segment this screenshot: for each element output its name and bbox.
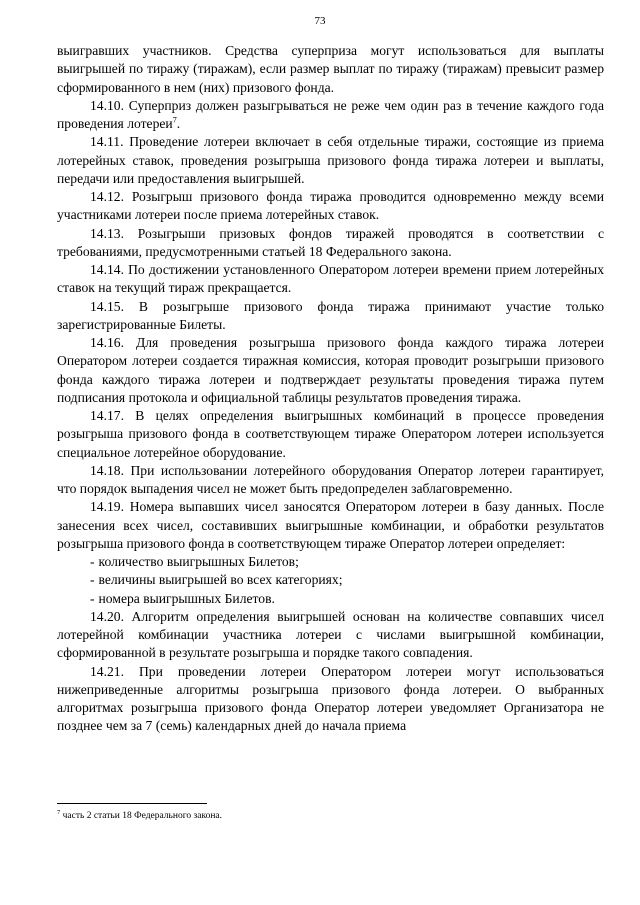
- paragraph-14-17: 14.17. В целях определения выигрышных комбинаций в процессе проведения розыгрыша призового фонда в соответствующем тираже Оператором лотереи используется специальное лотерейное оборудование.: [57, 408, 604, 460]
- list-item: [57, 590, 604, 608]
- paragraph: выигравших участников. Средства суперприза могут использоваться для выплаты выигрышей по тиражу (тиражам), если размер выплат по тиражу (тиражам) превысит размер сформированного в нем (них) призового фонда.: [57, 43, 604, 95]
- paragraph-14-12: 14.12. Розыгрыш призового фонда тиража проводится одновременно между всеми участниками лотереи после приема лотерейных ставок.: [57, 189, 604, 223]
- paragraph-14-14: 14.14. По достижении установленного Оператором лотереи времени прием лотерейных ставок на текущий тираж прекращается.: [57, 262, 604, 296]
- paragraph-14-10: [57, 97, 604, 134]
- paragraph-14-15: 14.15. В розыгрыше призового фонда тиража принимают участие только зарегистрированные Билеты.: [57, 298, 604, 332]
- paragraph-text: 14.10. Суперприз должен разыгрываться не реже чем один раз в течение каждого года проведения лотереи: [57, 97, 604, 131]
- footnote: [57, 810, 222, 822]
- paragraph-14-19: 14.19. Номера выпавших чисел заносятся Оператором лотереи в базу данных. После занесения всех чисел, составивших выигрышные комбинации, и обработки результатов розыгрыша призового фонда в соответствующем тираже Оператор лотереи определяет:: [57, 499, 604, 551]
- footnote-number: 7: [57, 808, 61, 816]
- list-item-text: номера выигрышных Билетов.: [98, 590, 275, 606]
- page-number: 73: [314, 15, 326, 27]
- paragraph-14-18: 14.18. При использовании лотерейного оборудования Оператор лотереи гарантирует, что порядок выпадения чисел не может быть предопределен заблаговременно.: [57, 462, 604, 496]
- paragraph-14-20: 14.20. Алгоритм определения выигрышей основан на количестве совпавших чисел лотерейной комбинации участника лотереи с числами выигрышной комбинации, сформированной в результате розыгрыша и порядке такого совпадения.: [57, 608, 604, 661]
- document-body: [57, 42, 604, 736]
- footnote-reference: 7: [172, 115, 177, 125]
- list-item-text: количество выигрышных Билетов;: [98, 554, 299, 569]
- paragraph-14-21: 14.21. При проведении лотереи Оператором лотереи могут использоваться нижеприведенные алгоритмы розыгрыша призового фонда лотереи. О выбранных алгоритмах розыгрыша призового фонда Оператор лотереи уведомляет Организатора не позднее чем за 7 (семь) календарных дней до начала приема: [57, 663, 604, 734]
- paragraph-tail: .: [176, 116, 181, 131]
- list-dash: -: [90, 554, 95, 569]
- paragraph-14-13: 14.13. Розыгрыши призовых фондов тиражей проводятся в соответствии с требованиями, предусмотренными статьей 18 Федерального закона.: [57, 225, 604, 259]
- list-item-text: величины выигрышей во всех категориях;: [98, 572, 343, 588]
- list-dash: -: [90, 590, 95, 606]
- footnote-divider: [57, 803, 207, 804]
- list-item: [57, 571, 604, 589]
- list-dash: -: [90, 572, 95, 588]
- list-item: [57, 553, 604, 571]
- footnote-text: часть 2 статьи 18 Федерального закона.: [62, 811, 223, 821]
- paragraph-14-11: 14.11. Проведение лотереи включает в себя отдельные тиражи, состоящие из приема лотерейных ставок, проведения розыгрыша призового фонда тиража лотереи и выплаты, передачи или предоставления выигрышей.: [57, 134, 604, 186]
- paragraph-14-16: 14.16. Для проведения розыгрыша призового фонда каждого тиража лотереи Оператором лотереи создается тиражная комиссия, которая проводит розыгрыши призового фонда каждого тиража лотереи и подтверждает результаты проведения тиража путем подписания протокола и официальной таблицы результатов проведения тиража.: [57, 335, 604, 405]
